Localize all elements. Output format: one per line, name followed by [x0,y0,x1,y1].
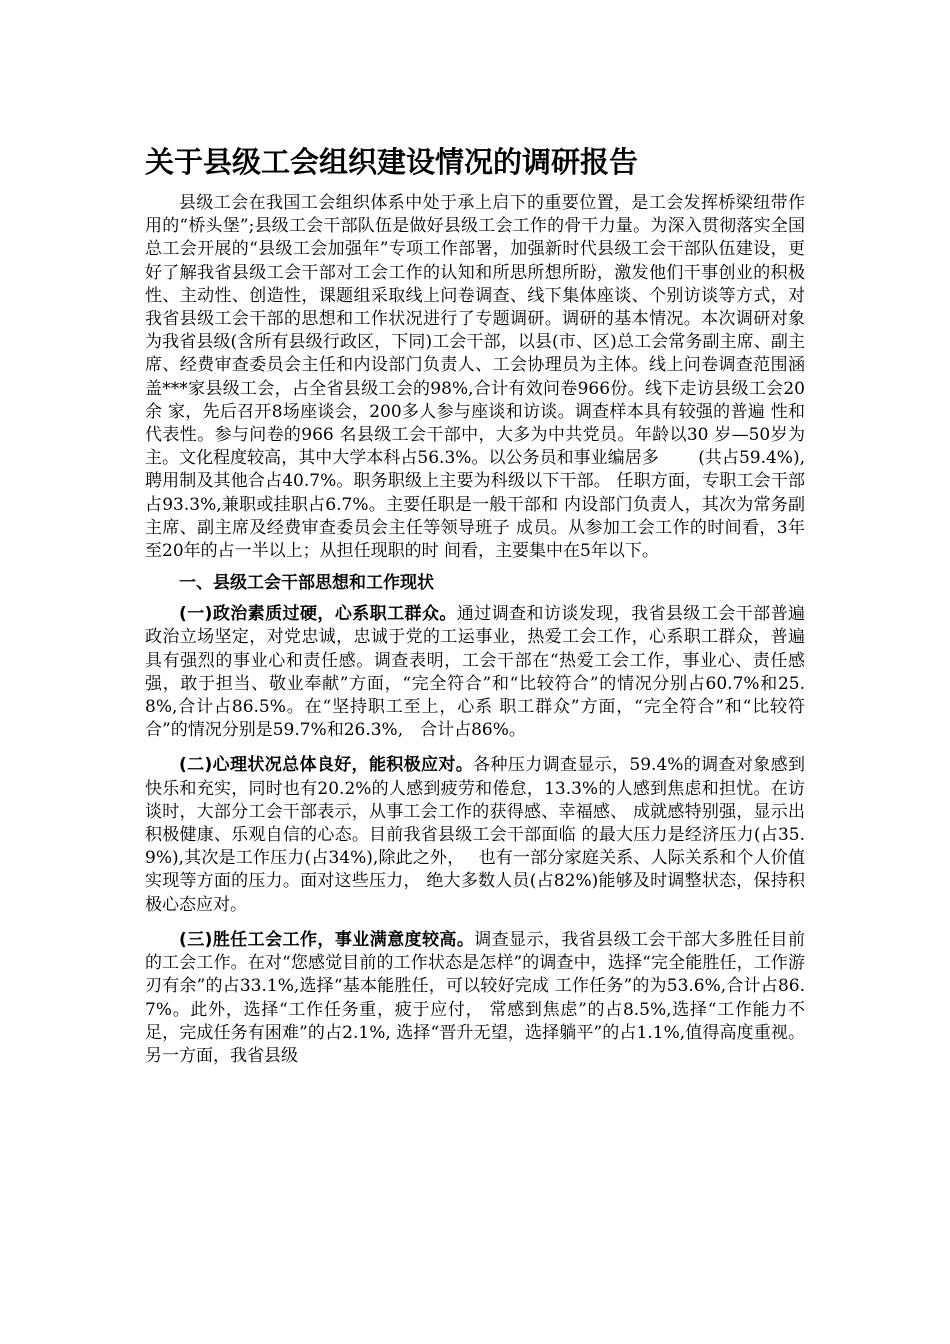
subsection-1-text: 通过调查和访谈发现，我省县级工会干部普遍政治立场坚定，对党忠诚，忠诚于党的工运事业，热爱工会工作，心系职工群众，普遍具有强烈的事业心和责任感。调查表明，工会干部在“热爱工会工作，事业心、责任感强，敢于担当、敬业奉献”方面，“完全符合”和“比较符合”的情况分别占60.7%和25.8%,合计占86.5%。在“坚持职工至上，心系 职工群众”方面，“完全符合”和“比较符合”的情况分别是59.7%和26.3%, 合计占86%。 [145,604,805,741]
subsection-2-heading: (二)心理状况总体良好，能积极应对。 [179,755,474,776]
intro-paragraph: 县级工会在我国工会组织体系中处于承上启下的重要位置，是工会发挥桥梁纽带作用的“桥头堡”;县级工会干部队伍是做好县级工会工作的骨干力量。为深入贯彻落实全国总工会开展的“县级工会加强年”专项工作部署，加强新时代县级工会干部队伍建设，更好了解我省县级工会干部对工会工作的认知和所思所想所盼，激发他们干事创业的积极性、主动性、创造性，课题组采取线上问卷调查、线下集体座谈、个别访谈等方式，对我省县级工会干部的思想和工作状况进行了专题调研。调研的基本情况。本次调研对象为我省县级(含所有县级行政区，下同)工会干部，以县(市、区)总工会常务副主席、副主席、经费审查委员会主任和内设部门负责人、工会协理员为主体。线上问卷调查范围涵盖***家县级工会，占全省县级工会的98%,合计有效问卷966份。线下走访县级工会20余 家，先后召开8场座谈会，200多人参与座谈和访谈。调查样本具有较强的普遍 性和代表性。参与问卷的966 名县级工会干部中，大多为中共党员。年龄以30 岁—50岁为主。文化程度较高，其中大学本科占56.3%。以公务员和事业编居多 (共占59.4%),聘用制及其他合占40.7%。职务职级上主要为科级以下干部。 任职方面，专职工会干部占93.3%,兼职或挂职占6.7%。主要任职是一般干部和 内设部门负责人，其次为常务副主席、副主席及经费审查委员会主任等领导班子 成员。从参加工会工作的时间看，3年至20年的占一半以上；从担任现职的时 间看，主要集中在5年以下。 [145,193,805,562]
document-title: 关于县级工会组织建设情况的调研报告 [145,145,639,179]
section-heading: 一、县级工会干部思想和工作现状 [179,573,434,594]
subsection-3-heading: (三)胜任工会工作，事业满意度较高。 [179,929,475,950]
subsection-2-paragraph [145,754,805,916]
document-page [145,142,805,1068]
subsection-2-text: 各种压力调查显示，59.4%的调查对象感到快乐和充实，同时也有20.2%的人感到疲劳和倦怠，13.3%的人感到焦虑和担忧。在访谈时，大部分工会干部表示，从事工会工作的获得感、幸福感、 成就感特别强，显示出积极健康、乐观自信的心态。目前我省县级工会干部面临 的最大压力是经济压力(占35.9%),其次是工作压力(占34%),除此之外， 也有一部分家庭关系、人际关系和个人价值实现等方面的压力。面对这些压力， 绝大多数人员(占82%)能够及时调整状态，保持积极心态应对。 [145,755,805,915]
subsection-1-heading: (一)政治素质过硬，心系职工群众。 [179,604,457,625]
subsection-3-paragraph [145,929,805,1068]
subsection-3-text: 调查显示，我省县级工会干部大多胜任目前的工会工作。在对“您感觉目前的工作状态是怎样”的调查中，选择“完全能胜任，工作游刃有余”的占33.1%,选择“基本能胜任，可以较好完成 工作任务”的为53.6%,合计占86.7%。此外，选择“工作任务重，疲于应付， 常感到焦虑”的占8.5%,选择“工作能力不足，完成任务有困难”的占2.1%, 选择“晋升无望，选择躺平”的占1.1%,值得高度重视。另一方面，我省县级 [145,929,805,1066]
subsection-1-paragraph [145,603,805,742]
